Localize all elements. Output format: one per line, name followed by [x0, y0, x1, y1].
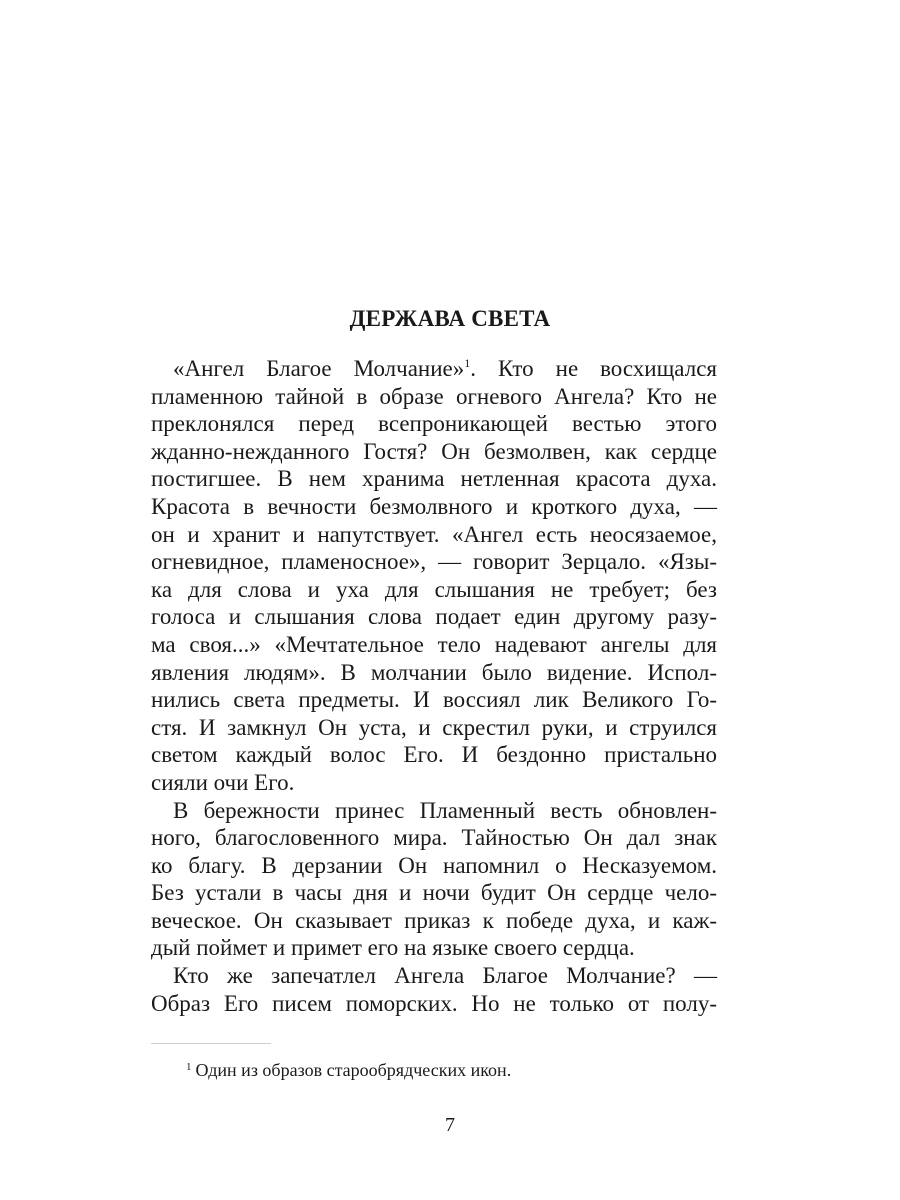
- footnote: [186, 1058, 511, 1082]
- text-line: сияли очи Его.: [151, 769, 295, 795]
- text-line: веческое. Он сказывает приказ к победе духа, и каж-: [151, 907, 717, 933]
- footnote-reference[interactable]: 1: [464, 356, 471, 370]
- text-line: голоса и слышания слова подает един другому разу-: [151, 604, 717, 630]
- text-line: Кто же запечатлел Ангела Благое Молчание? —: [173, 963, 717, 989]
- text-line: [151, 355, 717, 383]
- text-line: жданно-нежданного Гостя? Он безмолвен, как сердце: [151, 438, 717, 464]
- text-line: стя. И замкнул Он уста, и скрестил руки, и струился: [151, 714, 717, 740]
- body-text: [151, 355, 717, 1017]
- footnote-marker: 1: [186, 1061, 192, 1073]
- line-text: . Кто не восхищался: [470, 356, 717, 381]
- text-line: преклонялся перед всепроникающей вестью этого: [151, 411, 717, 437]
- text-line: В бережности принес Пламенный весть обновлен-: [173, 797, 717, 823]
- text-line: дый поймет и примет его на языке своего сердца.: [151, 935, 635, 961]
- text-line: Образ Его писем поморских. Но не только от полу-: [151, 990, 717, 1016]
- footnote-divider: [151, 1043, 271, 1044]
- text-line: Красота в вечности безмолвного и кроткого духа, —: [151, 493, 717, 519]
- page-number: 7: [445, 1114, 455, 1136]
- text-line: постигшее. В нем хранима нетленная красота духа.: [151, 466, 717, 492]
- text-line: ма своя...» «Мечтательное тело надевают ангелы для: [151, 631, 717, 657]
- text-line: ного, благословенного мира. Тайностью Он дал знак: [151, 825, 717, 851]
- text-line: он и хранит и напутствует. «Ангел есть неосязаемое,: [151, 521, 717, 547]
- text-line: пламенною тайной в образе огневого Ангела? Кто не: [151, 383, 717, 409]
- line-text: «Ангел Благое Молчание»: [173, 356, 465, 381]
- chapter-title: ДЕРЖАВА СВЕТА: [349, 306, 551, 331]
- text-line: ка для слова и уха для слышания не требует; без: [151, 576, 717, 602]
- text-line: светом каждый волос Его. И бездонно пристально: [151, 742, 717, 768]
- text-line: нились света предметы. И воссиял лик Великого Го-: [151, 687, 717, 713]
- text-line: ко благу. В дерзании Он напомнил о Несказуемом.: [151, 852, 717, 878]
- footnote-text: Один из образов старообрядческих икон.: [195, 1060, 512, 1080]
- text-line: Без устали в часы дня и ночи будит Он сердце чело-: [151, 880, 717, 906]
- text-line: явления людям». В молчании было видение. Испол-: [151, 659, 717, 685]
- text-line: огневидное, пламеносное», — говорит Зерцало. «Язы-: [151, 549, 717, 575]
